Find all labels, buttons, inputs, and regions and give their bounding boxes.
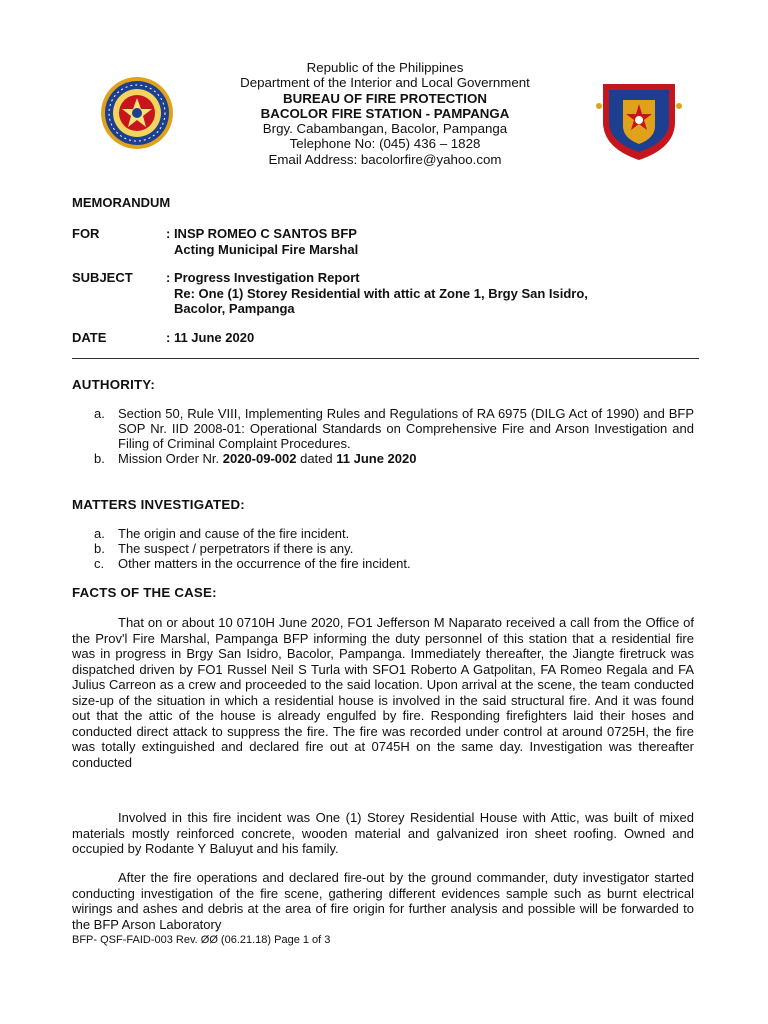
authority-list xyxy=(94,406,694,466)
authority-item-b xyxy=(94,451,694,466)
matters-text: The origin and cause of the fire incident. xyxy=(118,526,350,541)
list-item xyxy=(94,541,694,556)
divider xyxy=(72,358,699,359)
list-item xyxy=(94,526,694,541)
letterhead-bureau: BUREAU OF FIRE PROTECTION xyxy=(283,90,487,106)
list-item xyxy=(94,556,694,571)
matters-list xyxy=(94,526,694,571)
for-value xyxy=(166,226,358,257)
date-value: : 11 June 2020 xyxy=(166,330,255,345)
letterhead-telephone: Telephone No: (045) 436 – 1828 xyxy=(289,136,481,152)
for-recipient-title: Acting Municipal Fire Marshal xyxy=(174,241,359,257)
authority-marker-a: a. xyxy=(94,406,105,421)
for-label: FOR xyxy=(72,226,100,241)
region-shield-right xyxy=(593,78,685,162)
page-footer: BFP- QSF-FAID-003 Rev. ØØ (06.21.18) Page 1 of 3 xyxy=(72,934,331,946)
facts-paragraph-1: That on or about 10 0710H June 2020, FO1 Jefferson M Naparato received a call from the Office of the Prov'l Fire Marshal, Pampanga BFP informing the duty personnel of this station that a residential fire was in progress in Brgy San Isidro, Bacolor, Pampanga. Immediately thereafter, the Jiangte firetruck was dispatched driven by FO1 Russel Neil S Turla with SFO1 Roberto A Gatpolitan, FA Romeo Regala and FA Julius Carreon as a crew and proceeded to the said location. Upon arrival at the scene, the team conducted size-up of the situation in which a residential house is involved in the said structural fire. And it was found out that the attic of the house is already engulfed by fire. Responding firefighters laid their hoses and conducted direct attack to suppress the fire. The fire was recorded under control at around 0725H, the fire was totally extinguished and declared fire out at 0745H on the same day. Investigation was thereafter conducted xyxy=(72,615,694,770)
authority-item-a xyxy=(94,406,694,451)
matters-marker: b. xyxy=(94,541,105,556)
matters-heading: MATTERS INVESTIGATED: xyxy=(72,497,245,512)
letterhead-republic: Republic of the Philippines xyxy=(306,60,464,75)
bfp-seal-left xyxy=(100,76,174,150)
matters-marker: a. xyxy=(94,526,105,541)
letterhead-address: Brgy. Cabambangan, Bacolor, Pampanga xyxy=(262,121,508,137)
subject-value xyxy=(166,270,588,317)
for-recipient: : INSP ROMEO C SANTOS BFP xyxy=(166,226,357,241)
facts-paragraph-2: Involved in this fire incident was One (1) Storey Residential House with Attic, was built of mixed materials mostly reinforced concrete, wooden material and galvanized iron sheet roofing. Owned and occupied by Rodante Y Baluyut and his family. xyxy=(72,810,694,856)
subject-label: SUBJECT xyxy=(72,270,133,285)
mission-order-prefix: Mission Order Nr. xyxy=(118,451,223,466)
authority-marker-b: b. xyxy=(94,451,105,466)
facts-paragraph-3: After the fire operations and declared fire-out by the ground commander, duty investigator started conducting investigation of the fire scene, gathering different evidences sample such as burnt electrical wirings and ashes and debris at the area of fire origin for further analysis and possible will be forwarded to the BFP Arson Laboratory xyxy=(72,870,694,932)
subject-line-2: Re: One (1) Storey Residential with attic at Zone 1, Brgy San Isidro, xyxy=(174,285,588,301)
letterhead-department: Department of the Interior and Local Government xyxy=(240,75,530,91)
letterhead xyxy=(190,60,580,167)
mission-order-number: 2020-09-002 xyxy=(222,451,297,466)
date-label: DATE xyxy=(72,330,107,345)
mission-order-date: 11 June 2020 xyxy=(336,451,417,466)
mission-order-mid: dated xyxy=(296,451,337,466)
authority-heading: AUTHORITY: xyxy=(72,377,156,392)
letterhead-station: BACOLOR FIRE STATION - PAMPANGA xyxy=(260,105,510,121)
authority-text-a: Section 50, Rule VIII, Implementing Rules and Regulations of RA 6975 (DILG Act of 1990) and BFP SOP Nr. IID 2008-01: Operational Standards on Comprehensive Fire and Arson Investigation and Filing of Criminal Complaint Procedures. xyxy=(118,406,694,451)
memo-title: MEMORANDUM xyxy=(72,195,171,210)
subject-line-3: Bacolor, Pampanga xyxy=(174,301,295,316)
matters-text: Other matters in the occurrence of the fire incident. xyxy=(118,556,411,571)
matters-text: The suspect / perpetrators if there is any. xyxy=(118,541,354,556)
facts-heading: FACTS OF THE CASE: xyxy=(72,585,217,600)
subject-line-1: : Progress Investigation Report xyxy=(166,270,360,285)
matters-marker: c. xyxy=(94,556,105,571)
letterhead-email: Email Address: bacolorfire@yahoo.com xyxy=(268,151,502,167)
